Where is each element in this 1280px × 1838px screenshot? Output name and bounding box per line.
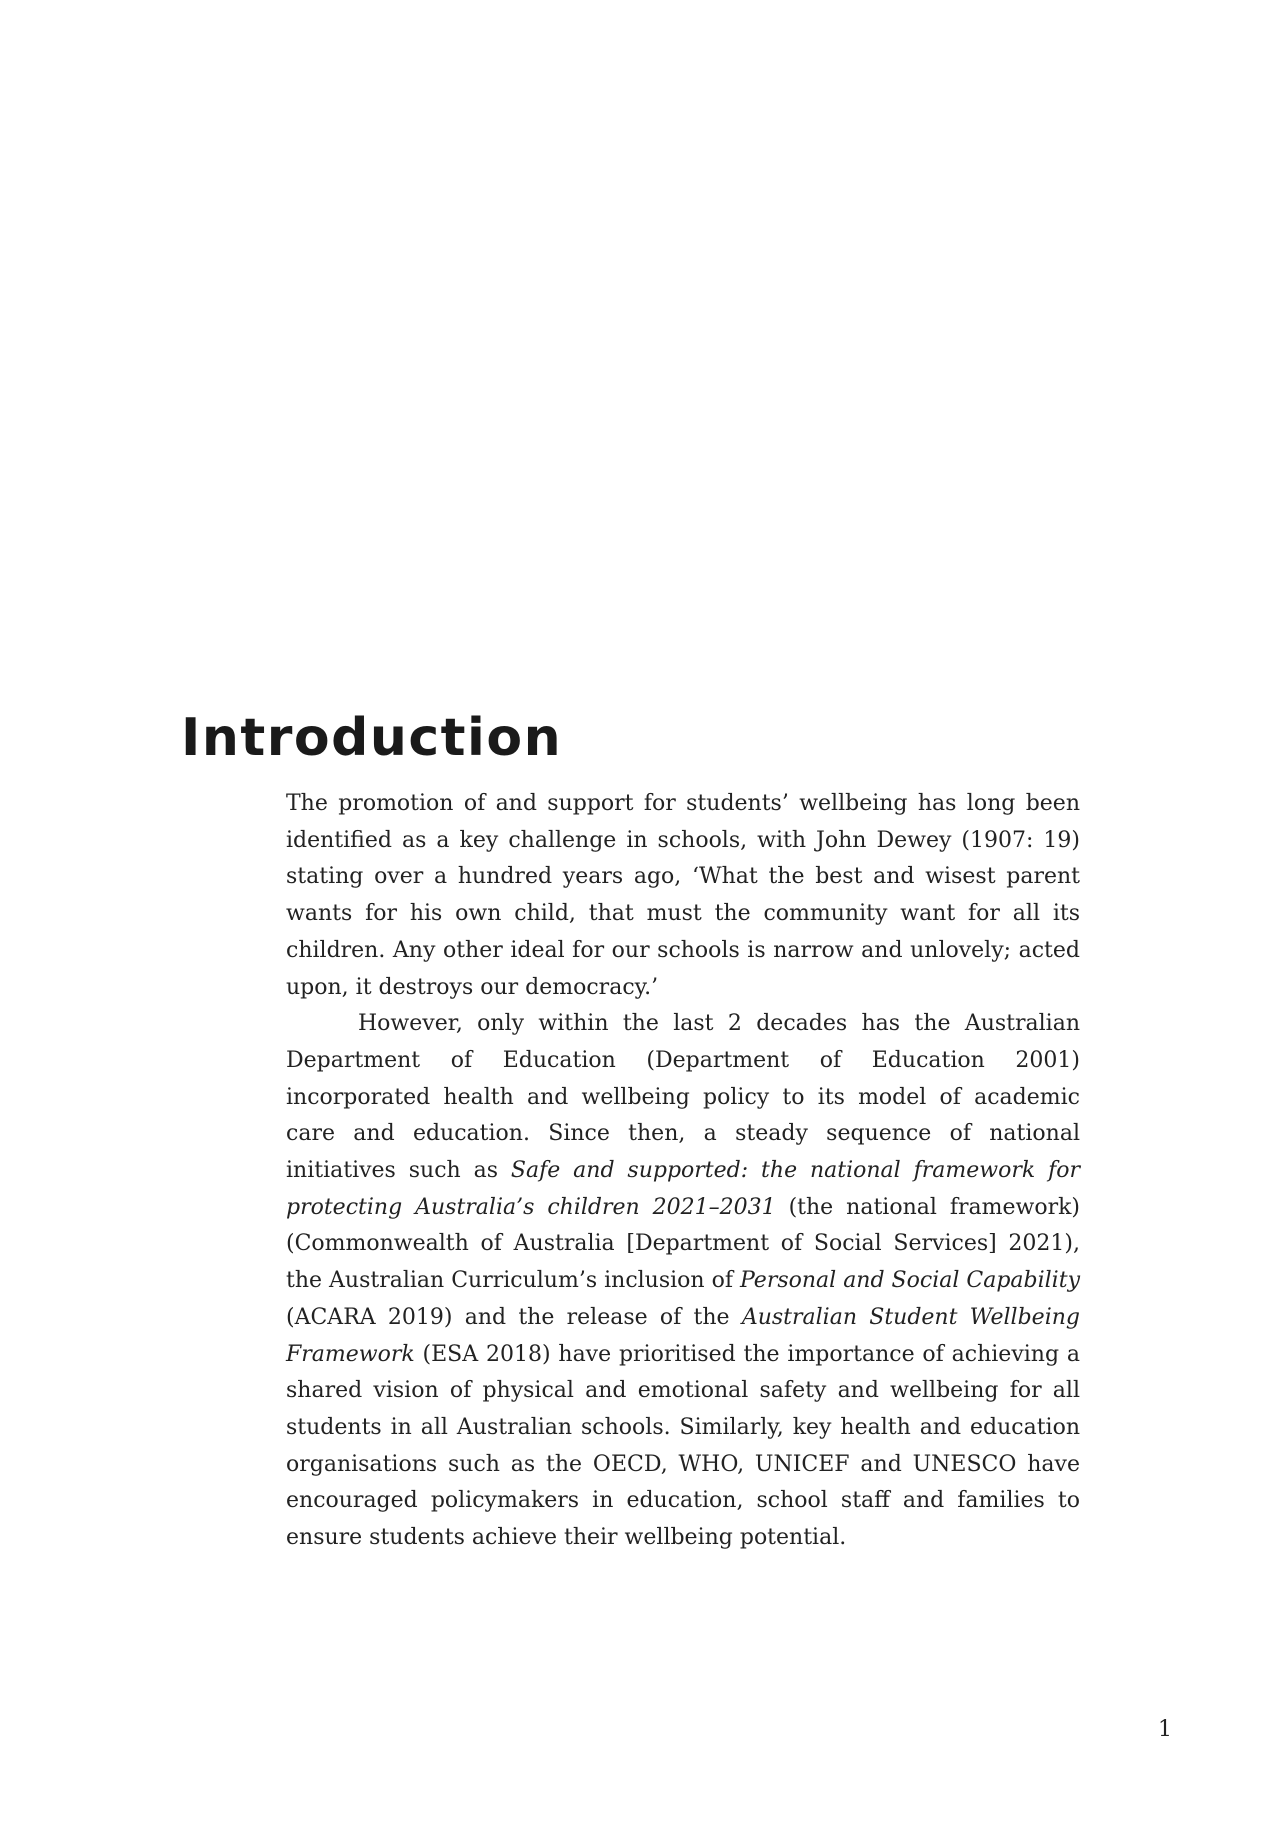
paragraph-2-text-3: (ACARA 2019) and the release of the	[286, 1304, 742, 1330]
page-number: 1	[1158, 1717, 1172, 1742]
paragraph-2-text-4: (ESA 2018) have prioritised the importance of achieving a shared vision of physical and emotional safety and wellbeing for all students in all Australian schools. Similarly, key health and education organisations such as the OECD, WHO, UNICEF and UNESCO have encouraged policymakers in education, school staff and families to ensure students achieve their wellbeing potential.	[286, 1341, 1080, 1551]
paragraph-2-text-2: (the national framework) (Commonwealth of Australia [Department of Social Services] 2021), the Australian Curriculum’s inclusion of	[286, 1194, 1080, 1294]
chapter-heading: Introduction	[181, 708, 563, 768]
title-student-wellbeing-framework: Australian Student Wellbeing Framework	[286, 1304, 1080, 1367]
paragraph-2	[286, 1006, 1080, 1557]
paragraph-2-text-1: However, only within the last 2 decades has the Australian Department of Education (Department of Education 2001) incorporated health and wellbeing policy to its model of academic care and education. Since then, a steady sequence of national initiatives such as	[286, 1011, 1080, 1184]
title-safe-and-supported: Safe and supported: the national framework for protecting Australia’s children 2021–2031	[286, 1158, 1080, 1220]
paragraph-1: The promotion of and support for students’ wellbeing has long been identified as a key challenge in schools, with John Dewey (1907: 19) stating over a hundred years ago, ‘What the best and wisest parent wants for his own child, that must the community want for all its children. Any other ideal for our schools is narrow and unlovely; acted upon, it destroys our democracy.’	[286, 791, 1080, 1000]
title-personal-social-capability: Personal and Social Capability	[739, 1268, 1080, 1294]
body-text	[286, 786, 1080, 1557]
